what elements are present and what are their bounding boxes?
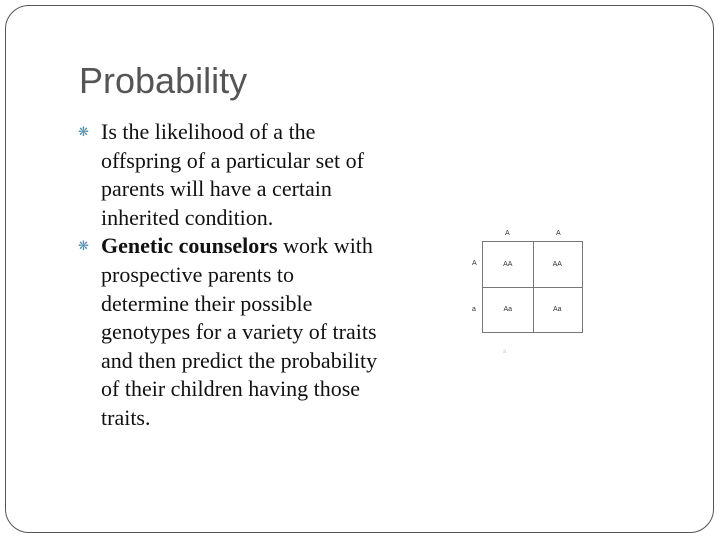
bullet-list	[78, 118, 378, 433]
punnett-cell: AA	[503, 261, 513, 268]
punnett-cell: Aa	[552, 306, 562, 313]
side-allele: A	[472, 260, 477, 267]
side-allele: a	[472, 306, 476, 313]
bullet-item	[78, 232, 378, 432]
top-allele: A	[505, 230, 510, 237]
punnett-cell: AA	[552, 261, 562, 268]
punnett-square	[465, 222, 595, 362]
top-allele: A	[556, 230, 561, 237]
bullet-text: Is the likelihood of a the offspring of a particular set of parents will have a certain inherited condition.	[101, 119, 364, 230]
faint-label: a	[503, 349, 507, 355]
punnett-grid	[482, 241, 583, 333]
leaf-bullet-icon: ❋	[78, 124, 89, 139]
punnett-cell: Aa	[503, 306, 513, 313]
bullet-bold-prefix: Genetic counselors	[101, 233, 278, 259]
leaf-bullet-icon: ❋	[78, 238, 89, 254]
bullet-text: work with prospective parents to determine their possible genotypes for a variety of traits and then predict the probability of their children having those traits.	[101, 233, 378, 430]
slide-title: Probability	[79, 60, 248, 101]
bullet-item	[78, 118, 378, 232]
